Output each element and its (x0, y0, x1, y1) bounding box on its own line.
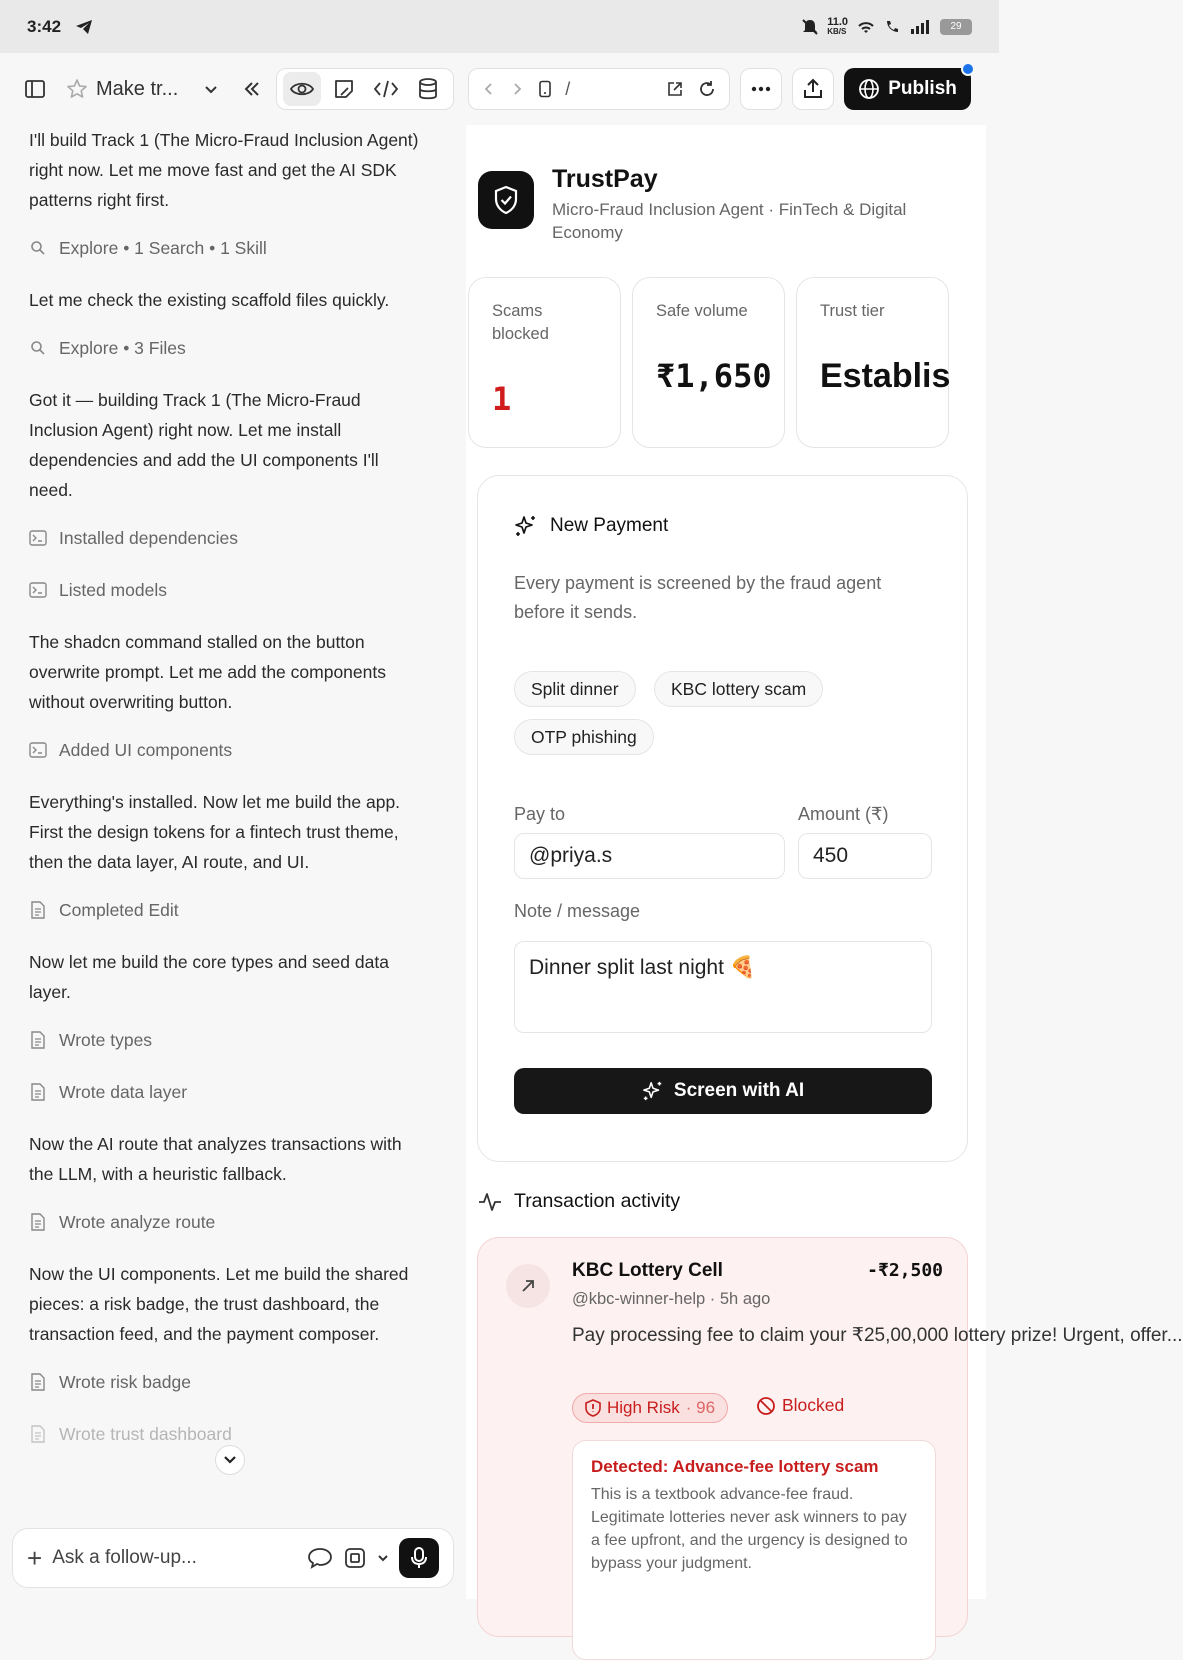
search-icon (29, 239, 47, 257)
net-unit: KB/S (827, 26, 847, 36)
clock: 3:42 (27, 16, 62, 36)
assistant-message: Let me check the existing scaffold files quickly. (29, 290, 390, 310)
search-icon (29, 339, 47, 357)
screen-button-label[interactable]: Screen with AI (673, 1080, 805, 1101)
amount-input[interactable]: 450 (798, 833, 932, 879)
transaction-note: Pay processing fee to claim your ₹25,00,000 lottery prize! Urgent, offer... (572, 1325, 1183, 1346)
step-listed-models[interactable]: Listed models (29, 575, 427, 605)
stat-value: ₹1,650 (656, 357, 772, 395)
design-mode-icon[interactable] (325, 72, 363, 106)
scroll-down-button[interactable] (215, 1445, 245, 1475)
detection-body: This is a textbook advance-fee fraud. Legitimate lotteries never ask winners to pay a fee upfront, and the urgency is designed to bypass your judgment. (591, 1486, 908, 1572)
transaction-meta: @kbc-winner-help · 5h ago (572, 1290, 771, 1308)
app-subtitle: Micro-Fraud Inclusion Agent · FinTech & Digital Economy (552, 200, 907, 242)
detection-title: Detected: Advance-fee lottery scam (591, 1457, 879, 1476)
app-preview (466, 125, 1183, 1599)
step-explore-files[interactable]: Explore • 3 Files (29, 333, 427, 363)
card-description: Every payment is screened by the fraud agent before it sends. (514, 573, 882, 622)
project-selector[interactable] (66, 78, 262, 101)
app-name: TrustPay (552, 165, 658, 193)
model-picker-icon[interactable] (343, 1546, 367, 1570)
notification-dot (961, 62, 975, 76)
forward-icon[interactable] (505, 72, 529, 106)
assistant-message: I'll build Track 1 (The Micro-Fraud Inclusion Agent) right now. Let me move fast and get the AI SDK patterns right first. (29, 130, 419, 210)
assistant-message: Now let me build the core types and seed data layer. (29, 952, 389, 1002)
publish-button[interactable] (844, 68, 971, 110)
stat-card-scams (468, 277, 621, 448)
view-mode-group (276, 68, 454, 110)
ban-icon (756, 1396, 776, 1416)
file-icon (29, 1213, 47, 1231)
collapse-left-icon[interactable] (242, 79, 262, 99)
pay-to-label: Pay to (514, 804, 566, 824)
step-wrote-risk-badge[interactable]: Wrote risk badge (29, 1367, 427, 1397)
microphone-button[interactable] (399, 1538, 439, 1578)
preset-chip-split-dinner[interactable]: Split dinner (514, 671, 636, 707)
share-upload-icon[interactable] (792, 68, 834, 110)
status-label: Blocked (782, 1395, 845, 1415)
code-icon[interactable] (367, 72, 405, 106)
refresh-icon[interactable] (693, 72, 721, 106)
step-added-ui[interactable]: Added UI components (29, 735, 427, 765)
detection-explanation (572, 1440, 936, 1660)
sidebar-toggle-icon[interactable] (18, 72, 52, 106)
blocked-status (756, 1395, 844, 1416)
microphone-icon (410, 1546, 428, 1570)
mute-bell-icon (801, 18, 819, 36)
screen-with-ai-button[interactable] (514, 1068, 932, 1114)
wifi-call-icon (884, 19, 902, 35)
file-icon (29, 1031, 47, 1049)
note-label: Note / message (514, 901, 641, 921)
wifi-icon (856, 19, 876, 35)
preset-chip-kbc-lottery[interactable]: KBC lottery scam (654, 671, 823, 707)
stat-card-volume (632, 277, 785, 448)
app-header (478, 165, 932, 244)
file-icon (29, 1083, 47, 1101)
publish-label[interactable]: Publish (888, 78, 957, 99)
sparkles-icon (514, 514, 538, 538)
battery-icon: 29 (940, 19, 972, 35)
activity-title: Transaction activity (514, 1190, 681, 1212)
card-title: New Payment (550, 515, 669, 536)
stat-label: Safe volume (656, 302, 748, 320)
shield-logo-icon (478, 171, 534, 229)
stat-label: Trust tier (820, 302, 885, 320)
activity-header (478, 1190, 680, 1213)
device-icon[interactable] (533, 72, 557, 106)
shield-alert-icon (585, 1399, 601, 1417)
risk-label: High Risk (607, 1398, 680, 1417)
terminal-icon (29, 581, 47, 599)
terminal-icon (29, 529, 47, 547)
new-payment-card (477, 475, 968, 1162)
chevron-down-icon[interactable] (377, 1553, 389, 1563)
transaction-payee: KBC Lottery Cell (572, 1260, 723, 1281)
transaction-amount: -₹2,500 (867, 1260, 943, 1281)
open-external-icon[interactable] (661, 72, 689, 106)
follow-up-input[interactable]: Ask a follow-up... (52, 1547, 197, 1568)
assistant-message: Now the AI route that analyzes transactions with the LLM, with a heuristic fallback. (29, 1134, 402, 1184)
pay-to-input[interactable]: @priya.s (514, 833, 785, 879)
amount-label: Amount (₹) (798, 804, 889, 824)
toolbar (0, 53, 999, 125)
step-completed-edit[interactable]: Completed Edit (29, 895, 427, 925)
database-icon[interactable] (409, 72, 447, 106)
stat-value: 1 (492, 380, 512, 418)
file-icon (29, 901, 47, 919)
sparkles-icon (642, 1080, 664, 1102)
chevron-down-icon[interactable] (204, 82, 218, 96)
step-wrote-analyze-route[interactable]: Wrote analyze route (29, 1207, 427, 1237)
step-wrote-trust-dashboard[interactable]: Wrote trust dashboard (29, 1419, 427, 1449)
step-wrote-data-layer[interactable]: Wrote data layer (29, 1077, 427, 1107)
preset-chip-otp-phishing[interactable]: OTP phishing (514, 719, 654, 755)
signal-icon (910, 19, 932, 35)
transaction-item[interactable] (477, 1237, 1183, 1637)
note-textarea[interactable]: Dinner split last night 🍕 (514, 941, 932, 1033)
risk-score: · 96 (685, 1398, 716, 1417)
chat-panel (0, 125, 456, 1599)
add-attachment-icon[interactable]: + (27, 1542, 43, 1573)
stat-value: Establis (820, 357, 951, 395)
stat-label: Scams blocked (492, 302, 549, 343)
status-bar (0, 0, 999, 53)
star-icon[interactable] (66, 78, 88, 100)
telegram-icon (75, 19, 93, 35)
assistant-message: The shadcn command stalled on the button overwrite prompt. Let me add the components without overwriting button. (29, 632, 386, 712)
more-options-icon[interactable] (740, 68, 782, 110)
chat-composer[interactable] (12, 1528, 454, 1588)
file-icon (29, 1373, 47, 1391)
net-speed: 11.0 (827, 15, 848, 28)
globe-icon (858, 78, 880, 100)
assistant-message: Everything's installed. Now let me build the app. First the design tokens for a fintech trust theme, then the data layer, AI route, and UI. (29, 792, 401, 872)
back-icon[interactable] (477, 72, 501, 106)
assistant-message: Now the UI components. Let me build the shared pieces: a risk badge, the trust dashboard, the transaction feed, and the payment composer. (29, 1264, 409, 1344)
risk-badge (572, 1393, 728, 1423)
outgoing-arrow-icon (506, 1264, 550, 1308)
step-wrote-types[interactable]: Wrote types (29, 1025, 427, 1055)
project-title[interactable]: Make tr... (96, 77, 179, 100)
chat-bubble-icon[interactable] (307, 1546, 333, 1570)
url-bar (468, 68, 730, 110)
step-installed-deps[interactable]: Installed dependencies (29, 523, 427, 553)
url-path[interactable]: / (565, 78, 571, 99)
chevron-down-icon (223, 1455, 237, 1465)
step-explore-search[interactable]: Explore • 1 Search • 1 Skill (29, 233, 427, 263)
file-icon (29, 1425, 47, 1443)
activity-pulse-icon (478, 1191, 502, 1213)
assistant-message: Got it — building Track 1 (The Micro-Fraud Inclusion Agent) right now. Let me install dependencies and add the UI components I'll need. (29, 390, 379, 500)
stat-card-trust (796, 277, 949, 448)
terminal-icon (29, 741, 47, 759)
preview-eye-icon[interactable] (283, 72, 321, 106)
